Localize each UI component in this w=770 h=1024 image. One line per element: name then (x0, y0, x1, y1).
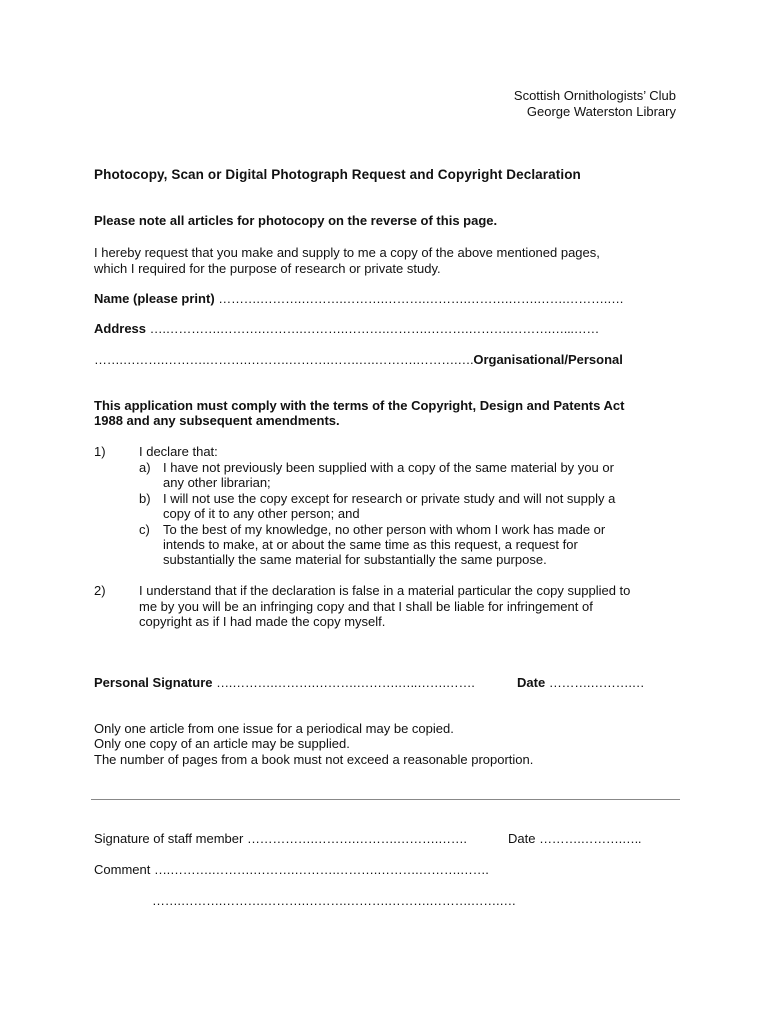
declaration-2-line-1: I understand that if the declaration is false in a material particular the copy supplied to (139, 583, 631, 598)
declaration-item-c-line-3: substantially the same material for substantially the same purpose. (163, 552, 547, 567)
staff-date-field (508, 831, 641, 846)
address-field (94, 321, 599, 336)
staff-signature-dotted-line: …………….……….……….……….……. (246, 831, 467, 846)
compliance-line-2: 1988 and any subsequent amendments. (94, 413, 340, 428)
staff-signature-field (94, 831, 467, 846)
declaration-item-c-letter: c) (139, 522, 150, 537)
rule-line-1: Only one article from one issue for a periodical may be copied. (94, 721, 454, 736)
staff-signature-label: Signature of staff member (94, 831, 244, 846)
personal-date-dotted-line: ……….……….… (548, 675, 645, 690)
declaration-item-b-line-1: I will not use the copy except for research or private study and will not supply a (163, 491, 616, 506)
personal-signature-dotted-line: ….……….……….……….……….…..…….……. (216, 675, 475, 690)
reverse-note: Please note all articles for photocopy on the reverse of this page. (94, 213, 498, 228)
rule-line-2: Only one copy of an article may be supplied. (94, 736, 350, 751)
declaration-1-intro: I declare that: (139, 444, 218, 459)
address-label: Address (94, 321, 147, 336)
rule-line-3: The number of pages from a book must not exceed a reasonable proportion. (94, 752, 534, 767)
personal-date-field (517, 675, 644, 690)
form-title: Photocopy, Scan or Digital Photograph Request and Copyright Declaration (94, 167, 581, 182)
personal-signature-field (94, 675, 475, 690)
name-dotted-line: ……….……….……….……….……….……….……….…….…….……….…. (218, 291, 624, 306)
declaration-2-line-2: me by you will be an infringing copy and that I shall be liable for infringement of (139, 599, 593, 614)
declaration-item-c-line-2: intends to make, at or about the same time as this request, a request for (163, 537, 578, 552)
library-name: George Waterston Library (526, 104, 676, 119)
comment-dotted-line-2: …….……….……….……….……….……….……….……….…….…. (152, 893, 516, 908)
club-name: Scottish Ornithologists’ Club (513, 88, 676, 103)
request-text-line-2: which I required for the purpose of research or private study. (94, 261, 441, 276)
declaration-item-a-line-2: any other librarian; (163, 475, 271, 490)
organisational-personal-label: Organisational/Personal (473, 352, 623, 367)
declaration-item-b-letter: b) (139, 491, 151, 506)
request-text-line-1: I hereby request that you make and supply to me a copy of the above mentioned pages, (94, 245, 600, 260)
staff-date-dotted-line: ……….……….….. (539, 831, 642, 846)
declaration-2-line-3: copyright as if I had made the copy myself. (139, 614, 386, 629)
personal-date-label: Date (517, 675, 546, 690)
declaration-item-b-line-2: copy of it to any other person; and (163, 506, 360, 521)
declaration-2-number: 2) (94, 583, 106, 598)
compliance-line-1: This application must comply with the terms of the Copyright, Design and Patents Act (94, 398, 625, 413)
personal-signature-label: Personal Signature (94, 675, 213, 690)
name-field (94, 291, 623, 306)
declaration-1-number: 1) (94, 444, 106, 459)
declaration-item-a-letter: a) (139, 460, 151, 475)
address-dotted-line: ….………….……….……….……….……….……….……….……….……….…...…… (149, 321, 600, 336)
comment-field (94, 862, 489, 877)
declaration-item-a-line-1: I have not previously been supplied with a copy of the same material by you or (163, 460, 614, 475)
section-divider (91, 799, 680, 800)
name-label: Name (please print) (94, 291, 215, 306)
staff-date-label: Date (508, 831, 536, 846)
declaration-item-c-line-1: To the best of my knowledge, no other person with whom I work has made or (163, 522, 606, 537)
comment-dotted-line: ….……….……….……….……….……….……….……….……. (153, 862, 489, 877)
address-dotted-line-2: …….……….……….……….……….……….…….….……….……….…. (94, 352, 474, 367)
organisational-field (94, 352, 623, 367)
comment-label: Comment (94, 862, 151, 877)
